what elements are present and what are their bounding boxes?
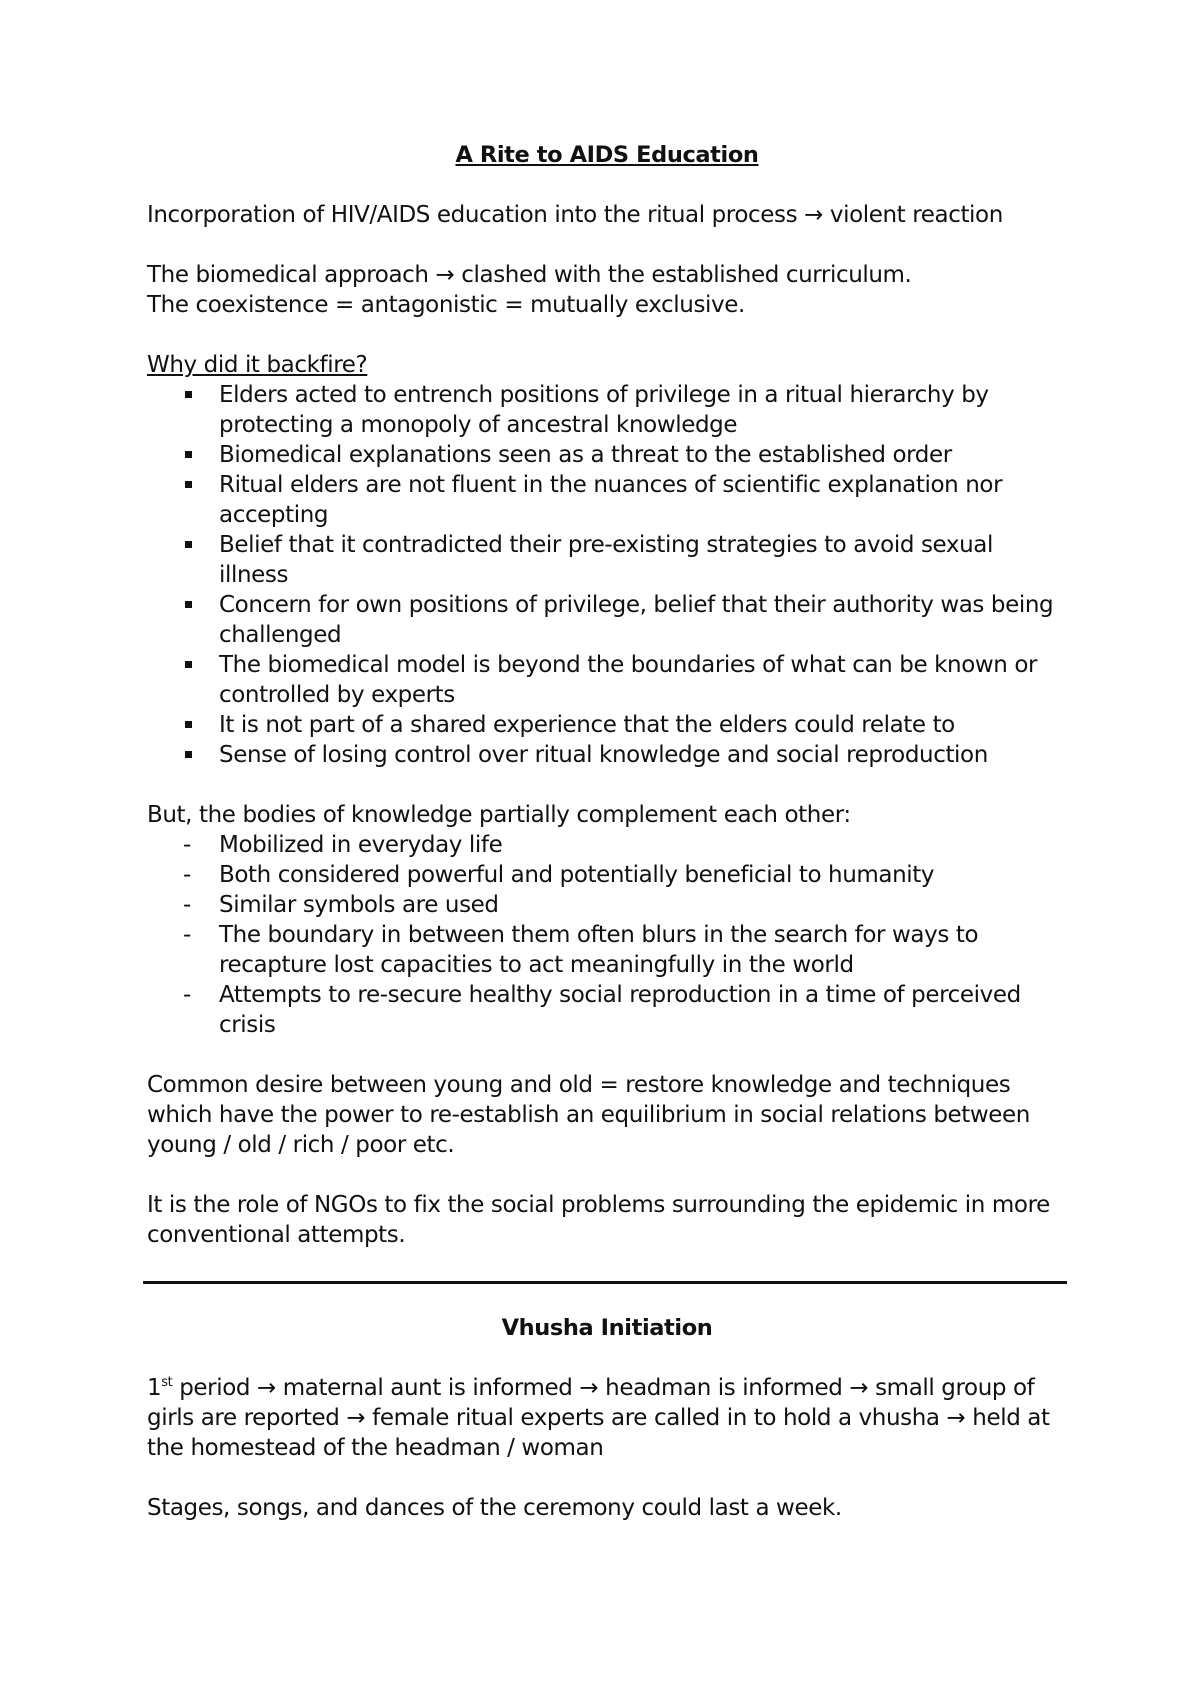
list-item: Ritual elders are not fluent in the nuances of scientific explanation nor accepting [147, 470, 1067, 530]
process-paragraph: 1st period → maternal aunt is informed → headman is informed → small group of girls are reported → female ritual experts are called in to hold a vhusha → held at the homestead of the headman / woman [147, 1375, 1050, 1461]
list-item: Biomedical explanations seen as a threat to the established order [147, 440, 1067, 470]
backfire-heading: Why did it backfire? [147, 352, 368, 378]
list-item: Sense of losing control over ritual knowledge and social reproduction [147, 740, 1067, 770]
list-item: - Mobilized in everyday life [183, 832, 503, 858]
square-bullet-icon [185, 601, 192, 608]
common-desire-paragraph: Common desire between young and old = restore knowledge and techniques which have the power to re-establish an equilibrium in social relations between young / old / rich / poor etc. [147, 1072, 1030, 1158]
backfire-list [147, 380, 1067, 770]
section-divider [143, 1281, 1067, 1284]
section-title: Vhusha Initiation [501, 1315, 713, 1341]
complement-list [147, 830, 1067, 1040]
square-bullet-icon [185, 661, 192, 668]
dash-bullet-icon: - [183, 832, 191, 858]
list-item: - Attempts to re-secure healthy social reproduction in a time of perceived crisis [183, 982, 1021, 1038]
list-item: - The boundary in between them often blurs in the search for ways to recapture lost capacities to act meaningfully in the world [183, 922, 979, 978]
square-bullet-icon [185, 541, 192, 548]
approach-line-1: The biomedical approach → clashed with the established curriculum. [147, 262, 912, 288]
title-text: A Rite to AIDS Education [455, 142, 759, 168]
square-bullet-icon [185, 481, 192, 488]
square-bullet-icon [185, 391, 192, 398]
list-item: Elders acted to entrench positions of privilege in a ritual hierarchy by protecting a monopoly of ancestral knowledge [147, 380, 1067, 440]
stages-paragraph: Stages, songs, and dances of the ceremony could last a week. [147, 1495, 842, 1521]
dash-bullet-icon: - [183, 982, 191, 1008]
square-bullet-icon [185, 751, 192, 758]
ngo-role-paragraph: It is the role of NGOs to fix the social problems surrounding the epidemic in more conventional attempts. [147, 1192, 1050, 1248]
list-item: Belief that it contradicted their pre-existing strategies to avoid sexual illness [147, 530, 1067, 590]
section-vhusha-initiation [147, 1313, 1067, 1523]
section-rite-to-aids-education [147, 140, 1067, 1250]
list-item: It is not part of a shared experience that the elders could relate to [147, 710, 1067, 740]
square-bullet-icon [185, 721, 192, 728]
intro-paragraph: Incorporation of HIV/AIDS education into the ritual process → violent reaction [147, 202, 1003, 228]
list-item: - Similar symbols are used [183, 892, 499, 918]
dash-bullet-icon: - [183, 922, 191, 948]
complement-heading: But, the bodies of knowledge partially complement each other: [147, 802, 851, 828]
list-item: - Both considered powerful and potentially beneficial to humanity [183, 862, 935, 888]
square-bullet-icon [185, 451, 192, 458]
list-item: The biomedical model is beyond the boundaries of what can be known or controlled by experts [147, 650, 1067, 710]
dash-bullet-icon: - [183, 892, 191, 918]
dash-bullet-icon: - [183, 862, 191, 888]
list-item: Concern for own positions of privilege, belief that their authority was being challenged [147, 590, 1067, 650]
section-title [147, 140, 1067, 170]
approach-line-2: The coexistence = antagonistic = mutually exclusive. [147, 292, 745, 318]
